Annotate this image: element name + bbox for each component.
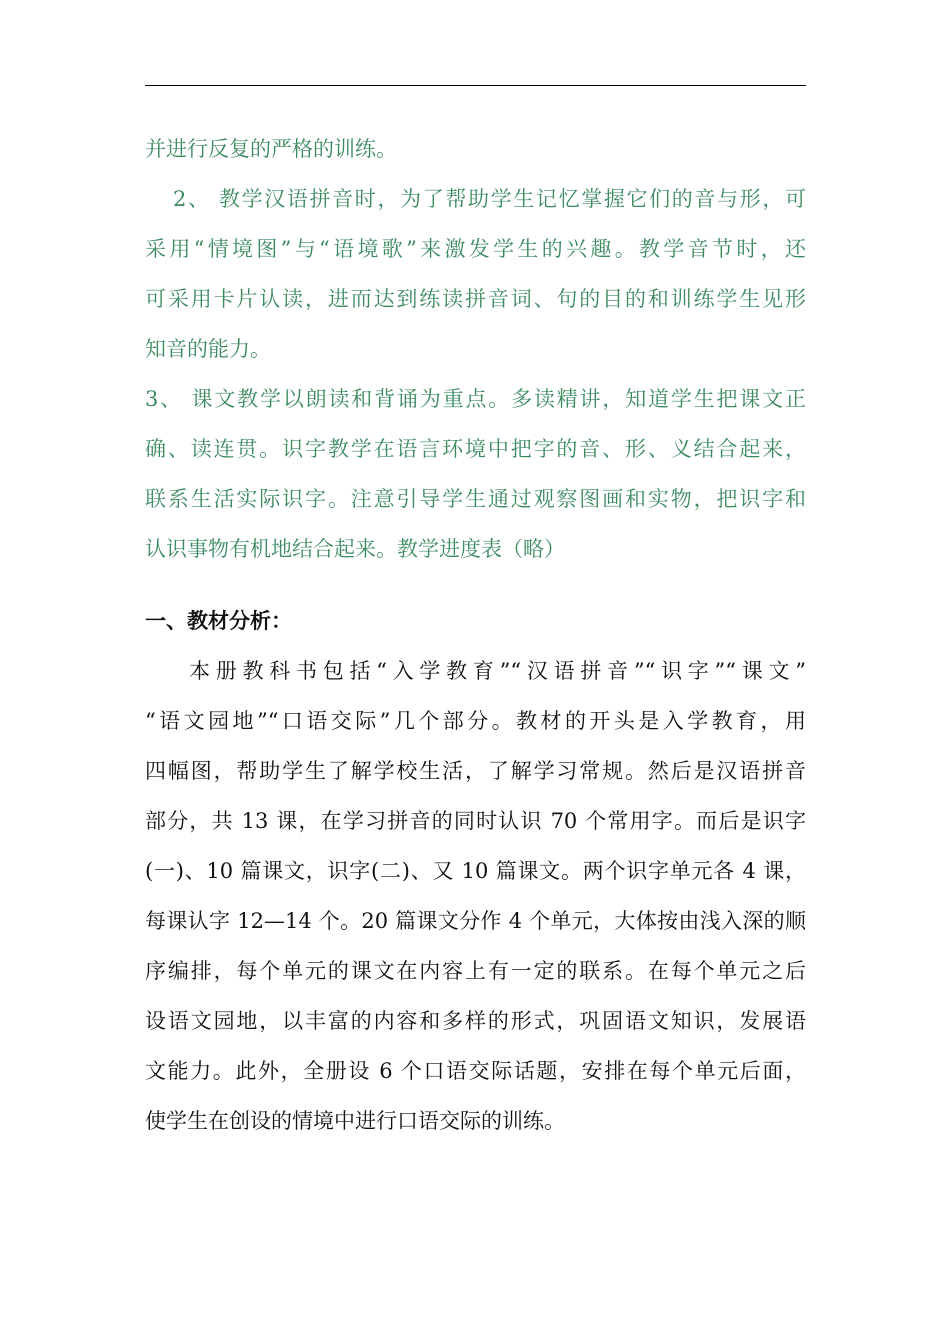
paragraph-line: 四幅图，帮助学生了解学校生活，了解学习常规。然后是汉语拼音 (145, 759, 806, 783)
paragraph-line: (一)、10 篇课文，识字(二)、又 10 篇课文。两个识字单元各 4 课， (145, 859, 806, 883)
paragraph-line: 3、 课文教学以朗读和背诵为重点。多读精讲，知道学生把课文正 (145, 387, 806, 411)
paragraph-line: 采用“情境图”与“语境歌”来激发学生的兴趣。教学音节时，还 (145, 237, 806, 261)
paragraph-line: 使学生在创设的情境中进行口语交际的训练。 (145, 1109, 565, 1133)
document-body (145, 124, 806, 1146)
section-gap (145, 574, 806, 596)
paragraph-line: 序编排，每个单元的课文在内容上有一定的联系。在每个单元之后 (145, 959, 806, 983)
paragraph-line: 确、读连贯。识字教学在语言环境中把字的音、形、义结合起来， (145, 437, 806, 461)
header-rule (145, 85, 806, 86)
paragraph-line: 2、 教学汉语拼音时，为了帮助学生记忆掌握它们的音与形，可 (173, 187, 806, 211)
paragraph-line: 本册教科书包括“入学教育”“汉语拼音”“识字”“课文” (189, 659, 806, 683)
paragraph-line: 认识事物有机地结合起来。教学进度表（略） (145, 537, 565, 561)
paragraph-line: 每课认字 12—14 个。20 篇课文分作 4 个单元，大体按由浅入深的顺 (145, 909, 806, 933)
paragraph-line: 设语文园地，以丰富的内容和多样的形式，巩固语文知识，发展语 (145, 1009, 806, 1033)
paragraph-line: 可采用卡片认读，进而达到练读拼音词、句的目的和训练学生见形 (145, 287, 806, 311)
paragraph-line: 部分，共 13 课，在学习拼音的同时认识 70 个常用字。而后是识字 (145, 809, 806, 833)
paragraph-line: 联系生活实际识字。注意引导学生通过观察图画和实物，把识字和 (145, 487, 806, 511)
paragraph-line: 知音的能力。 (145, 337, 271, 361)
section-heading: 一、教材分析： (145, 608, 292, 633)
paragraph-line: “语文园地”“口语交际”几个部分。教材的开头是入学教育，用 (145, 709, 806, 733)
paragraph-line: 并进行反复的严格的训练。 (145, 137, 397, 161)
paragraph-line: 文能力。此外，全册设 6 个口语交际话题，安排在每个单元后面， (145, 1059, 806, 1083)
